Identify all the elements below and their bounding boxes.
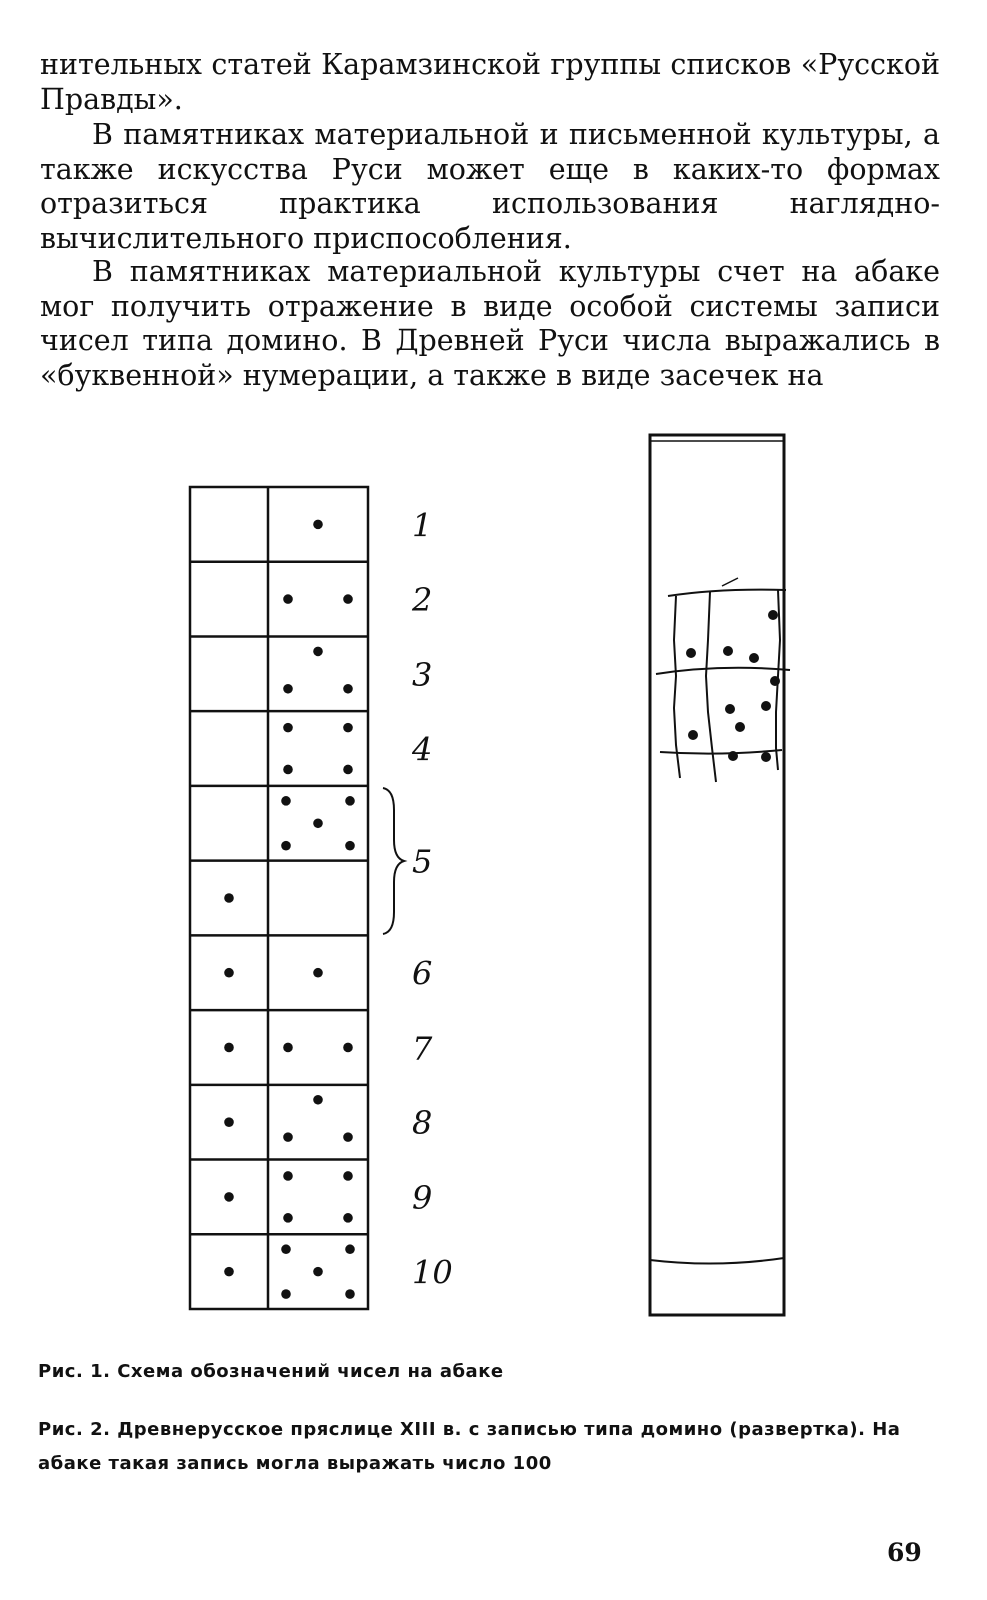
- row-number-label: 3: [412, 655, 433, 694]
- row-number-label: 4: [412, 730, 433, 769]
- pip-dot: [345, 1289, 355, 1299]
- pip-dot: [281, 1244, 291, 1254]
- pip-dot: [343, 684, 353, 694]
- pip-dot: [343, 1171, 353, 1181]
- pip-dot: [283, 1132, 293, 1142]
- row-number-label: 8: [412, 1104, 433, 1143]
- pip-dot: [283, 1043, 293, 1053]
- pip-dot: [283, 1213, 293, 1223]
- pip-dot: [283, 684, 293, 694]
- pip-dot: [343, 765, 353, 775]
- row-number-label: 10: [412, 1253, 453, 1292]
- paragraph-material-culture: В памятниках материальной культуры счет на абаке мог получить отражение в виде особой системы записи чисел типа домино. В Древней Руси числа выражались в «буквенной» нумерации, а также в виде засечек на: [40, 255, 940, 392]
- row-number-label: 9: [412, 1178, 433, 1217]
- pip-dot: [313, 968, 323, 978]
- brace-five: [383, 788, 404, 934]
- pip-dot: [313, 647, 323, 657]
- whorl-outline: [650, 435, 784, 1315]
- pip-dot: [283, 594, 293, 604]
- pip-dot: [224, 968, 234, 978]
- spindle-whorl-drawing: [650, 435, 790, 1315]
- row-number-label: 6: [412, 954, 433, 993]
- paragraph-continued: нительных статей Карамзинской группы списков «Русской Правды».: [40, 48, 940, 116]
- page-number: 69: [887, 1538, 922, 1567]
- row-number-label: 1: [412, 506, 433, 545]
- pip-dot: [313, 1095, 323, 1105]
- pip-dot: [224, 1117, 234, 1127]
- pip-dot: [283, 765, 293, 775]
- pip-dot: [224, 1267, 234, 1277]
- schema-border: [190, 487, 368, 1309]
- pip-dot: [343, 1132, 353, 1142]
- pip-dot: [281, 796, 291, 806]
- pip-dot: [345, 841, 355, 851]
- whorl-bottom-band: [650, 1258, 784, 1264]
- pip-dot: [281, 1289, 291, 1299]
- pip-dot: [224, 893, 234, 903]
- pip-dot: [343, 723, 353, 733]
- row-number-label: 7: [412, 1029, 433, 1068]
- pip-dot: [345, 1244, 355, 1254]
- pip-dot: [313, 818, 323, 828]
- whorl-inscription-dots: [686, 610, 780, 762]
- pip-dot: [224, 1043, 234, 1053]
- pip-dot: [313, 520, 323, 530]
- pip-dot: [224, 1192, 234, 1202]
- pip-dot: [345, 796, 355, 806]
- pip-dot: [343, 594, 353, 604]
- pip-dot: [343, 1213, 353, 1223]
- pip-dot: [343, 1043, 353, 1053]
- pip-dot: [313, 1267, 323, 1277]
- pip-dot: [283, 723, 293, 733]
- abacus-domino-schema: [190, 487, 368, 1309]
- pip-dot: [281, 841, 291, 851]
- figure-1-caption: Рис. 1. Схема обозначений чисел на абаке: [38, 1361, 504, 1382]
- figure-2-caption: Рис. 2. Древнерусское пряслице XIII в. с записью типа домино (развертка). На абаке такая запись могла выражать число 100: [38, 1419, 901, 1474]
- pip-dot: [283, 1171, 293, 1181]
- row-number-label: 2: [412, 581, 433, 620]
- row-number-label: 5: [412, 842, 433, 881]
- paragraph-monuments: В памятниках материальной и письменной культуры, а также искусства Руси может еще в каких-то формах отразиться практика использования наглядно-вычислительного приспособления.: [40, 118, 940, 255]
